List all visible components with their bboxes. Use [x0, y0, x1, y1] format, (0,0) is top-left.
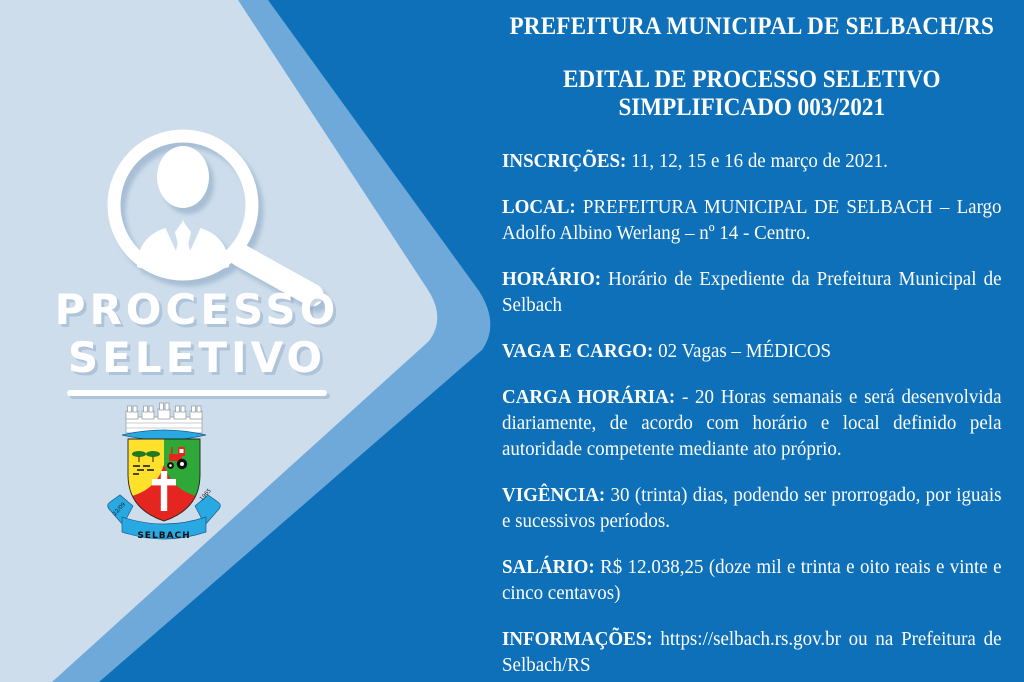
crest-shield [128, 439, 200, 521]
headline-line-1: PROCESSO [54, 285, 340, 334]
website-url-text: https://selbach.rs.gov.br ou na Prefeitura de Selbach/RS [502, 628, 1002, 676]
section-label: HORÁRIO: [502, 268, 602, 290]
left-panel [0, 0, 500, 682]
subtitle-line-2: SIMPLIFICADO 003/2021 [618, 94, 886, 121]
section-label: CARGA HORÁRIA: [502, 386, 676, 408]
section-vaga-cargo [502, 338, 1002, 364]
ribbon-date-right: 1965 [199, 487, 213, 503]
mural-crown-icon [126, 403, 202, 433]
section-text: Horário de Expediente da Prefeitura Municipal de Selbach [502, 268, 1002, 316]
person-search-icon [90, 115, 335, 310]
ribbon-town-name: SELBACH [137, 531, 191, 541]
section-label: INFORMAÇÕES: [502, 628, 653, 650]
section-text: 11, 12, 15 e 16 de março de 2021. [631, 150, 888, 172]
section-label: LOCAL: [502, 196, 576, 218]
headline-underline [67, 390, 327, 396]
sections-list [502, 148, 1002, 678]
section-label: VAGA E CARGO: [502, 340, 654, 362]
person-silhouette [137, 146, 229, 274]
section-text: PREFEITURA MUNICIPAL DE SELBACH – Largo Adolfo Albino Werlang – nº 14 - Centro. [502, 196, 1002, 244]
section-text: 02 Vagas – MÉDICOS [658, 340, 832, 362]
announcement-content [502, 0, 1002, 678]
section-inscricoes [502, 148, 1002, 174]
section-label: INSCRIÇÕES: [502, 150, 627, 172]
section-carga-horaria [502, 384, 1002, 462]
subtitle-line-1: EDITAL DE PROCESSO SELETIVO [562, 66, 941, 93]
selbach-coat-of-arms [106, 399, 222, 549]
section-vigencia [502, 482, 1002, 534]
section-label: SALÁRIO: [502, 556, 595, 578]
section-salario [502, 554, 1002, 606]
ribbon-date-left: 22/09 [112, 501, 128, 518]
edital-subtitle [502, 66, 1002, 122]
page-title: PREFEITURA MUNICIPAL DE SELBACH/RS [509, 13, 994, 40]
processo-seletivo-headline [6, 286, 388, 396]
section-label: VIGÊNCIA: [502, 484, 606, 506]
section-horario [502, 266, 1002, 318]
section-text: - 20 Horas semanais e será desenvolvida diariamente, de acordo com horário e local definido pela autoridade competente mediante ato próprio. [502, 386, 1002, 460]
section-local [502, 194, 1002, 246]
section-text: R$ 12.038,25 (doze mil e trinta e oito reais e vinte e cinco centavos) [502, 556, 1002, 604]
section-text: 30 (trinta) dias, podendo ser prorrogado, por iguais e sucessivos períodos. [502, 484, 1002, 532]
headline-line-2: SELETIVO [67, 333, 327, 382]
section-informacoes [502, 626, 1002, 678]
